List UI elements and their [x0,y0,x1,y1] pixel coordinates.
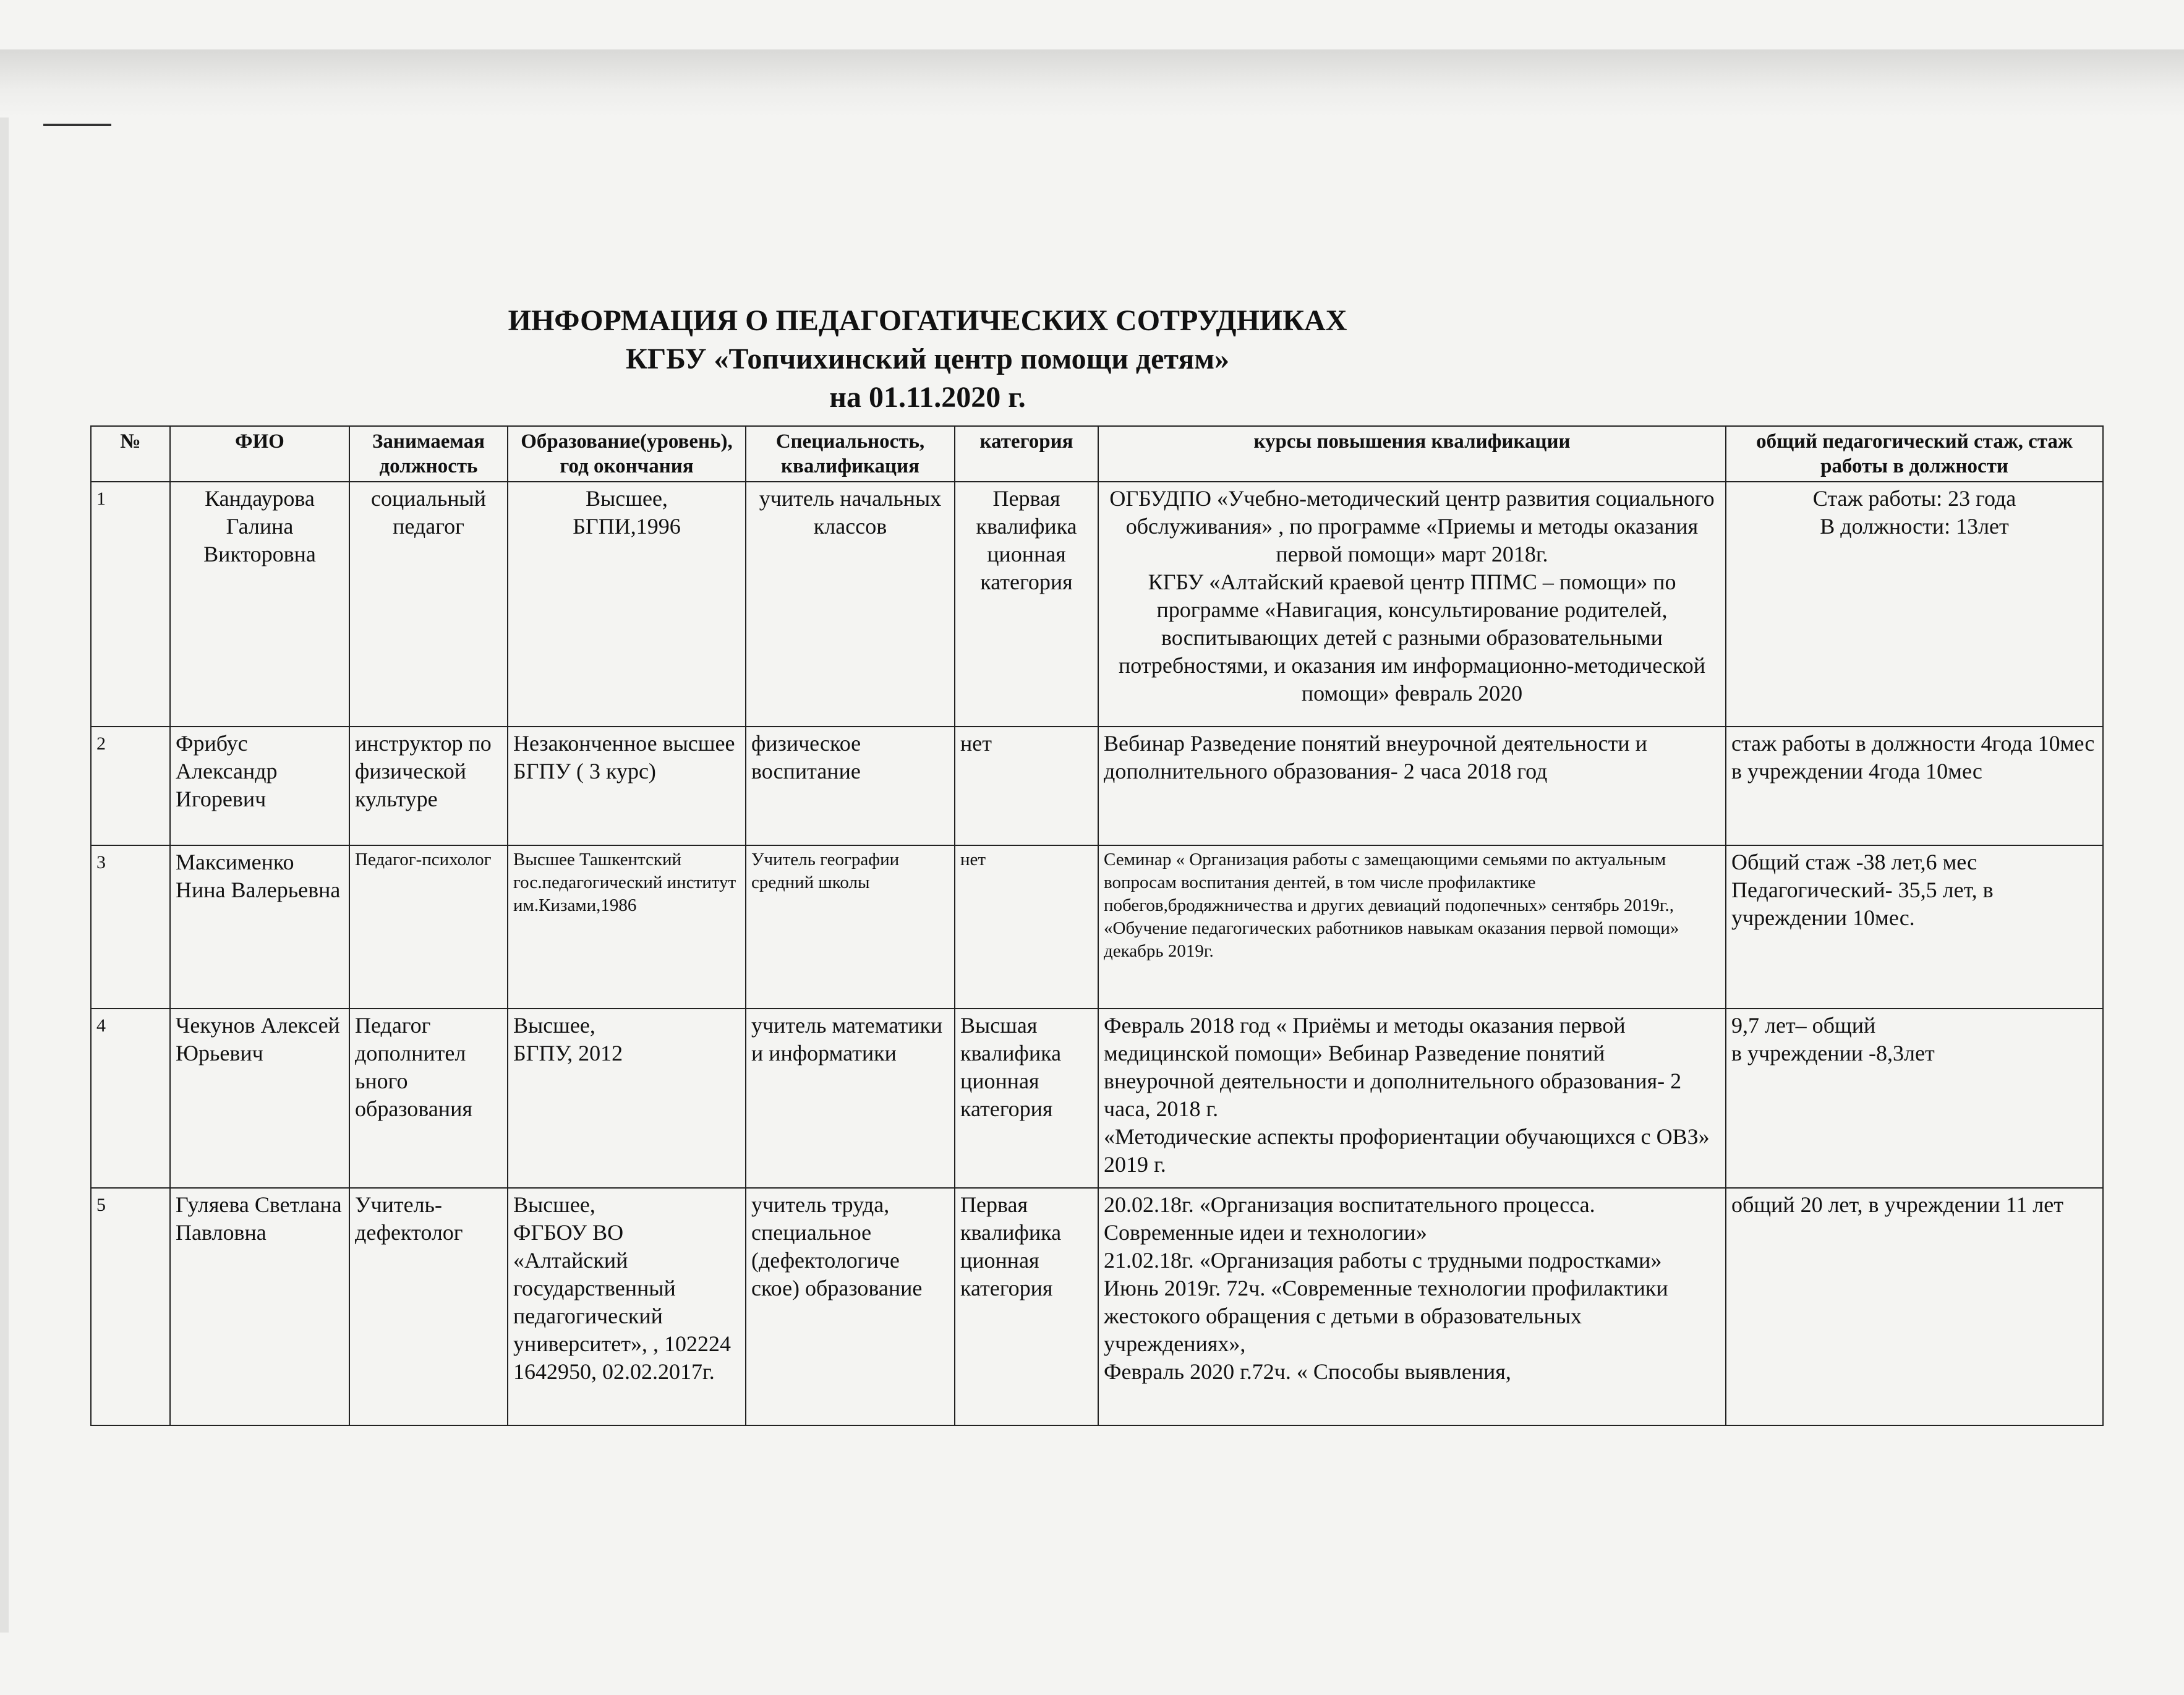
row-experience: Стаж работы: 23 года В должности: 13лет [1726,482,2103,727]
title-line-2: КГБУ «Топчихинский центр помощи детям» [625,343,1230,375]
staff-table [90,425,2104,1426]
header-experience: общий педагогический стаж, стаж работы в должности [1726,426,2103,482]
table-row [91,727,2103,845]
header-position: Занимаемая должность [349,426,508,482]
row-courses: Семинар « Организация работы с замещающими семьями по актуальным вопросам воспитания дентей, в том числе профилактике побегов,бродяжничества и других девиаций подопечных» сентябрь 2019г., «Обучение педагогических работников навыкам оказания первой помощи» декабрь 2019г. [1098,845,1726,1009]
row-category: нет [955,727,1098,845]
header-specialty: Специальность, квалификация [746,426,955,482]
row-position: Учитель-дефектолог [349,1188,508,1425]
header-education: Образование(уровень), год окончания [508,426,746,482]
row-name: Гуляева Светлана Павловна [170,1188,349,1425]
document-title [186,302,1670,417]
row-education: Высшее, БГПУ, 2012 [508,1009,746,1188]
scan-edge-shadow [0,49,2184,117]
row-name: Максименко Нина Валерьевна [170,845,349,1009]
table-row [91,1188,2103,1425]
row-position: Педагог дополнител ьного образования [349,1009,508,1188]
row-education: Высшее, БГПИ,1996 [508,482,746,727]
row-num: 5 [91,1188,170,1425]
row-num: 1 [91,482,170,727]
row-courses: Вебинар Разведение понятий внеурочной деятельности и дополнительного образования- 2 часа 2018 год [1098,727,1726,845]
header-category: категория [955,426,1098,482]
table-row [91,845,2103,1009]
row-specialty: физическое воспитание [746,727,955,845]
title-line-3: на 01.11.2020 г. [829,381,1026,414]
row-name: Кандаурова Галина Викторовна [170,482,349,727]
row-courses: Февраль 2018 год « Приёмы и методы оказания первой медицинской помощи» Вебинар Разведение понятий внеурочной деятельности и дополнительного образования- 2 часа, 2018 г. «Методические аспекты профориентации обучающихся с ОВЗ» 2019 г. [1098,1009,1726,1188]
row-category: Первая квалифика ционная категория [955,482,1098,727]
row-experience: стаж работы в должности 4года 10мес в учреждении 4года 10мес [1726,727,2103,845]
row-category: нет [955,845,1098,1009]
row-position: инструктор по физической культуре [349,727,508,845]
row-position: социальный педагог [349,482,508,727]
row-num: 4 [91,1009,170,1188]
row-specialty: учитель начальных классов [746,482,955,727]
row-name: Чекунов Алексей Юрьевич [170,1009,349,1188]
row-courses: 20.02.18г. «Организация воспитательного процесса. Современные идеи и технологии» 21.02.18г. «Организация работы с трудными подростками» Июнь 2019г. 72ч. «Современные технологии профилактики жестокого обращения с детьми в образовательных учреждениях», Февраль 2020 г.72ч. « Способы выявления, [1098,1188,1726,1425]
header-courses: курсы повышения квалификации [1098,426,1726,482]
row-position: Педагог-психолог [349,845,508,1009]
table-row [91,482,2103,727]
row-specialty: Учитель географии средний школы [746,845,955,1009]
row-education: Высшее Ташкентский гос.педагогический институт им.Кизами,1986 [508,845,746,1009]
scan-mark [43,124,111,126]
row-experience: 9,7 лет– общий в учреждении -8,3лет [1726,1009,2103,1188]
scan-left-edge [0,117,9,1633]
table-row [91,1009,2103,1188]
row-specialty: учитель математики и информатики [746,1009,955,1188]
row-experience: Общий стаж -38 лет,6 мес Педагогический- 35,5 лет, в учреждении 10мес. [1726,845,2103,1009]
row-num: 2 [91,727,170,845]
header-name: ФИО [170,426,349,482]
row-experience: общий 20 лет, в учреждении 11 лет [1726,1188,2103,1425]
row-category: Первая квалифика ционная категория [955,1188,1098,1425]
row-courses: ОГБУДПО «Учебно-методический центр развития социального обслуживания» , по программе «Приемы и методы оказания первой помощи» март 2018г. КГБУ «Алтайский краевой центр ППМС – помощи» по программе «Навигация, консультирование родителей, воспитывающих детей с разными образовательными потребностями, и оказания им информационно-методической помощи» февраль 2020 [1098,482,1726,727]
header-num: № [91,426,170,482]
row-specialty: учитель труда, специальное (дефектологиче ское) образование [746,1188,955,1425]
row-category: Высшая квалифика ционная категория [955,1009,1098,1188]
row-num: 3 [91,845,170,1009]
row-education: Высшее, ФГБОУ ВО «Алтайский государственный педагогический университет», , 102224 1642950, 02.02.2017г. [508,1188,746,1425]
row-name: Фрибус Александр Игоревич [170,727,349,845]
title-line-1: ИНФОРМАЦИЯ О ПЕДАГОГАТИЧЕСКИХ СОТРУДНИКАХ [508,304,1347,337]
row-education: Незаконченное высшее БГПУ ( 3 курс) [508,727,746,845]
header-row [91,426,2103,482]
